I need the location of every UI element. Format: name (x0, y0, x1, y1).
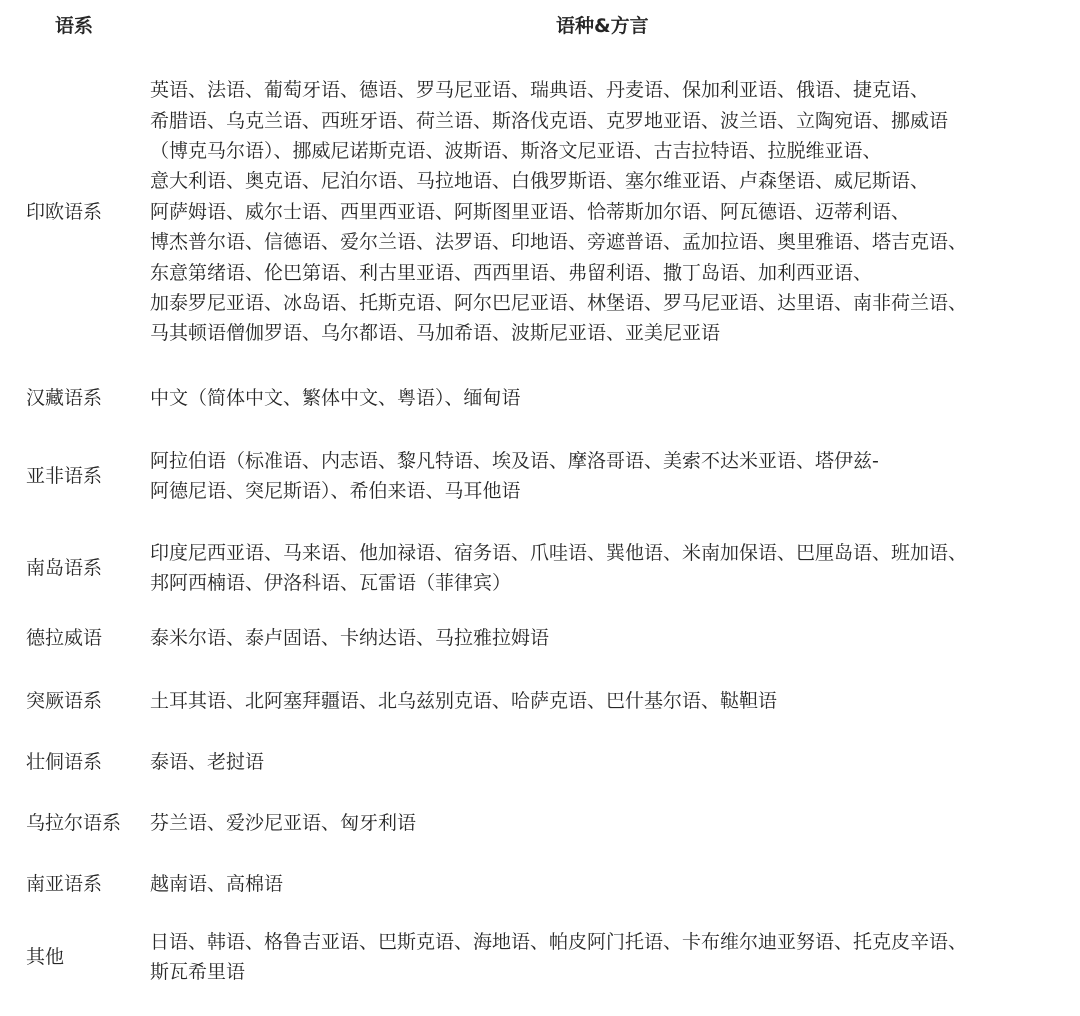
header-languages: 语种&方言 (556, 15, 649, 37)
language-line: 博杰普尔语、信德语、爱尔兰语、法罗语、印地语、旁遮普语、孟加拉语、奥里雅语、塔吉克语、 (150, 231, 968, 254)
language-line: 邦阿西楠语、伊洛科语、瓦雷语（菲律宾） (150, 572, 512, 594)
family-cell: 其他 (26, 945, 65, 968)
family-cell: 南亚语系 (26, 872, 103, 895)
table-row (0, 382, 1080, 414)
language-line: 泰语、老挝语 (150, 750, 265, 773)
table-row (0, 925, 1080, 989)
language-line: 印度尼西亚语、马来语、他加禄语、宿务语、爪哇语、巽他语、米南加保语、巴厘岛语、班加语、 (150, 541, 968, 564)
table-header (0, 10, 1080, 42)
language-line: （博克马尔语）、挪威尼诺斯克语、波斯语、斯洛文尼亚语、古吉拉特语、拉脱维亚语、 (150, 139, 882, 162)
table-row (0, 622, 1080, 654)
family-cell: 壮侗语系 (26, 750, 103, 773)
table-row (0, 70, 1080, 354)
language-line: 东意第绪语、伦巴第语、利古里亚语、西西里语、弗留利语、撒丁岛语、加利西亚语、 (150, 261, 873, 284)
family-cell: 南岛语系 (26, 556, 103, 579)
table-row (0, 444, 1080, 508)
language-line: 阿拉伯语（标准语、内志语、黎凡特语、埃及语、摩洛哥语、美索不达米亚语、塔伊兹- (150, 449, 879, 472)
languages-cell (150, 446, 1060, 507)
family-cell: 突厥语系 (26, 689, 103, 712)
language-line: 阿德尼语、突尼斯语）、希伯来语、马耳他语 (150, 480, 521, 502)
language-line: 泰米尔语、泰卢固语、卡纳达语、马拉雅拉姆语 (150, 626, 550, 649)
family-cell: 亚非语系 (26, 464, 103, 487)
languages-cell (150, 747, 1060, 777)
family-cell: 印欧语系 (26, 200, 103, 223)
language-line: 阿萨姆语、威尔士语、西里西亚语、阿斯图里亚语、恰蒂斯加尔语、阿瓦德语、迈蒂利语、 (150, 200, 911, 223)
table-row (0, 746, 1080, 778)
language-line: 意大利语、奥克语、尼泊尔语、马拉地语、白俄罗斯语、塞尔维亚语、卢森堡语、威尼斯语、 (150, 170, 930, 193)
language-line: 英语、法语、葡萄牙语、德语、罗马尼亚语、瑞典语、丹麦语、保加利亚语、俄语、捷克语、 (150, 79, 930, 102)
languages-cell (150, 538, 1060, 599)
family-cell: 乌拉尔语系 (26, 811, 122, 834)
table-row (0, 807, 1080, 839)
family-cell: 汉藏语系 (26, 386, 103, 409)
language-line: 越南语、高棉语 (150, 872, 284, 895)
language-line: 希腊语、乌克兰语、西班牙语、荷兰语、斯洛伐克语、克罗地亚语、波兰语、立陶宛语、挪威语 (150, 109, 949, 132)
language-line: 芬兰语、爱沙尼亚语、匈牙利语 (150, 811, 417, 834)
languages-cell (150, 927, 1060, 988)
family-cell: 德拉威语 (26, 626, 103, 649)
languages-cell (150, 869, 1060, 899)
table-row (0, 536, 1080, 600)
languages-cell (150, 808, 1060, 838)
language-line: 日语、韩语、格鲁吉亚语、巴斯克语、海地语、帕皮阿门托语、卡布维尔迪亚努语、托克皮辛语、 (150, 930, 968, 953)
language-line: 斯瓦希里语 (150, 961, 246, 983)
language-line: 加泰罗尼亚语、冰岛语、托斯克语、阿尔巴尼亚语、林堡语、罗马尼亚语、达里语、南非荷兰语、 (150, 292, 968, 315)
language-line: 土耳其语、北阿塞拜疆语、北乌兹别克语、哈萨克语、巴什基尔语、鞑靼语 (150, 689, 778, 712)
language-line: 马其顿语僧伽罗语、乌尔都语、马加希语、波斯尼亚语、亚美尼亚语 (150, 322, 721, 345)
table-row (0, 685, 1080, 717)
languages-cell (150, 383, 1060, 413)
languages-cell (150, 623, 1060, 653)
language-line: 中文（简体中文、繁体中文、粤语）、缅甸语 (150, 386, 521, 409)
table-row (0, 868, 1080, 900)
header-family: 语系 (55, 15, 94, 37)
languages-cell (150, 686, 1060, 716)
languages-cell (150, 75, 1060, 349)
